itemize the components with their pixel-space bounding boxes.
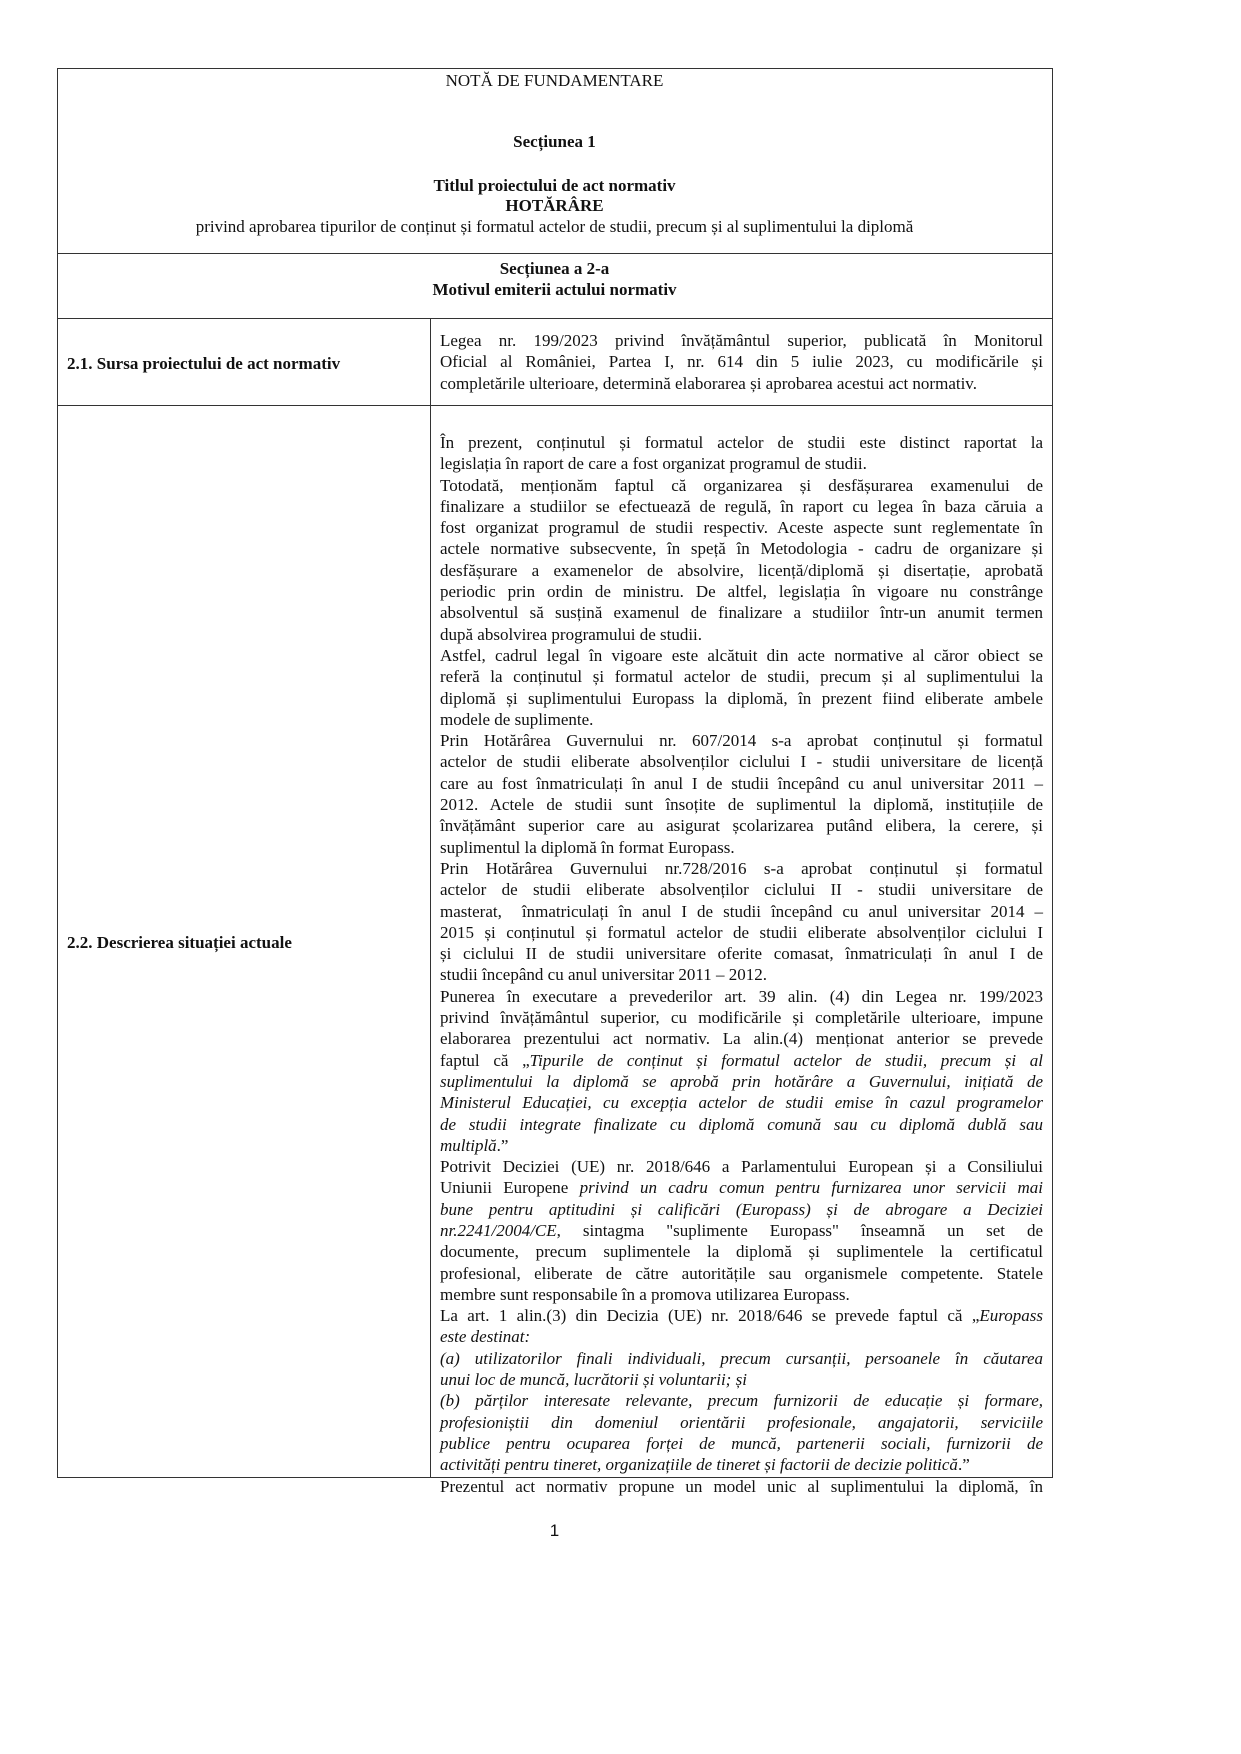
text-line <box>440 1199 1043 1220</box>
text-segment: 2012. Actele de studii sunt însoțite de suplimentul la diplomă, instituțiile de <box>440 795 1043 815</box>
text-segment: membre sunt responsabile în a promova utilizarea Europass. <box>440 1284 850 1304</box>
text-line <box>440 1284 1043 1305</box>
text-segment: .” <box>496 1135 509 1155</box>
text-line <box>440 560 1043 581</box>
italic-text-segment: este destinat: <box>440 1327 531 1347</box>
text-segment: Legea nr. 199/2023 privind învățământul superior, publicată în Monitorul <box>440 331 1043 350</box>
text-segment: elaborarea prezentului act normativ. La alin.(4) menționat anterior se prevede <box>440 1029 1043 1049</box>
italic-text-segment: privind un cadru comun pentru furnizarea unor servicii mai <box>579 1178 1043 1198</box>
text-line <box>440 1326 1043 1347</box>
text-line <box>440 1007 1043 1028</box>
text-line <box>440 1454 1043 1475</box>
text-line <box>440 351 1043 372</box>
text-line <box>440 475 1043 496</box>
project-title-label: Titlul proiectului de act normativ <box>433 176 676 195</box>
text-line <box>440 666 1043 687</box>
text-segment: modele de suplimente. <box>440 709 594 729</box>
text-segment: Prin Hotărârea Guvernului nr. 607/2014 s-a aprobat conținutul și formatul <box>440 731 1043 751</box>
row-divider <box>57 405 1053 406</box>
row-divider <box>57 253 1053 254</box>
column-divider <box>430 318 431 1478</box>
text-segment: actelor de studii eliberate absolvenților ciclului I - studii universitare de licență <box>440 752 1043 772</box>
text-segment: învățământ superior care au asigurat școlarizarea putând elibera, la cerere, și <box>440 816 1043 836</box>
text-segment: profesional, eliberate de către autoritățile sau organismele competente. Statele <box>440 1263 1043 1283</box>
text-segment: diplomă și suplimentului Europass la diplomă, în prezent fiind eliberate ambele <box>440 688 1043 708</box>
text-line <box>440 1135 1043 1156</box>
text-segment: , sintagma "suplimente Europass" înseamnă un set de <box>556 1220 1043 1240</box>
text-segment: Punerea în executare a prevederilor art. 39 alin. (4) din Legea nr. 199/2023 <box>440 986 1043 1006</box>
text-line <box>440 1390 1043 1411</box>
text-segment: studii începând cu anul universitar 2011 – 2012. <box>440 965 768 985</box>
italic-text-segment: Tipurile de conținut și formatul actelor de studii, precum și al <box>529 1050 1044 1070</box>
row-2-2-text <box>440 432 1043 1497</box>
text-segment: care au fost înmatriculați în anul I de studii începând cu anul universitar 2011 – <box>440 773 1043 793</box>
table-border-top <box>57 68 1053 69</box>
section-2-heading: Secțiunea a 2-a <box>499 259 610 278</box>
text-line <box>440 1305 1043 1326</box>
section-2-subtitle: Motivul emiterii actului normativ <box>432 280 677 299</box>
text-line <box>440 773 1043 794</box>
text-line <box>440 496 1043 517</box>
italic-text-segment: Ministerul Educației, cu excepția actelor de studii emise în cazul programelor <box>440 1093 1043 1113</box>
text-line <box>440 1092 1043 1113</box>
italic-text-segment: Europass <box>979 1306 1043 1326</box>
text-segment: .” <box>957 1455 970 1475</box>
text-line <box>440 1412 1043 1433</box>
text-line <box>440 645 1043 666</box>
text-segment: Prezentul act normativ propune un model unic al suplimentului la diplomă, în <box>440 1476 1043 1496</box>
italic-text-segment: publice pentru ocuparea forței de muncă, partenerii sociali, furnizorii de <box>440 1433 1043 1453</box>
text-line <box>440 815 1043 836</box>
row-2-1-label: 2.1. Sursa proiectului de act normativ <box>67 354 341 373</box>
italic-text-segment: suplimentului la diplomă se aprobă prin hotărâre a Guvernului, inițiată de <box>440 1071 1043 1091</box>
text-line <box>440 1114 1043 1135</box>
text-line <box>440 688 1043 709</box>
text-line <box>440 432 1043 453</box>
text-line <box>440 581 1043 602</box>
text-segment: privind învățământul superior, cu modificările și completările ulterioare, impune <box>440 1008 1043 1028</box>
text-line <box>440 943 1043 964</box>
text-line <box>440 1156 1043 1177</box>
text-line <box>440 373 1043 394</box>
text-line <box>440 1348 1043 1369</box>
text-segment: referă la conținutul și formatul actelor de studii, precum și al suplimentului la <box>440 667 1043 687</box>
text-segment: suplimentul la diplomă în format Europass. <box>440 837 735 857</box>
text-segment: și ciclului II de studii universitare oferite comasat, înmatriculați în anul I de <box>440 944 1043 964</box>
text-segment: Potrivit Deciziei (UE) nr. 2018/646 a Parlamentului European și a Consiliului <box>440 1157 1043 1177</box>
italic-text-segment: activități pentru tineret, organizațiile de tineret și factorii de decizie politică <box>440 1455 958 1475</box>
italic-text-segment: de studii integrate finalizate cu diplomă comună sau cu diplomă dublă sau <box>440 1114 1043 1134</box>
text-line <box>440 1220 1043 1241</box>
text-line <box>440 901 1043 922</box>
italic-text-segment: (a) utilizatorilor finali individuali, precum cursanții, persoanele în căutarea <box>440 1348 1043 1368</box>
row-2-2-label: 2.2. Descrierea situației actuale <box>67 933 292 952</box>
italic-text-segment: nr.2241/2004/CE <box>440 1220 557 1240</box>
text-segment: actelor de studii eliberate absolvenților ciclului II - studii universitare de <box>440 880 1043 900</box>
section-1-heading: Secțiunea 1 <box>513 132 596 151</box>
text-line <box>440 730 1043 751</box>
text-segment: legislația în raport de care a fost organizat programul de studii. <box>440 454 867 474</box>
text-segment: Uniunii Europene <box>440 1178 580 1198</box>
row-2-1-text <box>440 330 1043 394</box>
text-segment: fost organizat programul de studii respectiv. Aceste aspecte sunt reglementate în <box>440 518 1043 538</box>
italic-text-segment: bune pentru aptitudini și calificări (Europass) și de abrogare a Deciziei <box>440 1199 1043 1219</box>
text-segment: finalizare a studiilor se efectuează de regulă, în raport cu legea în baza căruia a <box>440 496 1043 516</box>
text-segment: 2015 și conținutul și formatul actelor de studii eliberate absolvenților ciclului I <box>440 922 1043 942</box>
italic-text-segment: profesioniștii din domeniul orientării profesionale, angajatorii, serviciile <box>440 1412 1043 1432</box>
table-border-right <box>1052 68 1053 1478</box>
text-line <box>440 1369 1043 1390</box>
text-segment: faptul că „ <box>440 1050 530 1070</box>
text-segment: actele normative subsecvente, în speță în Metodologia - cadru de organizare și <box>440 539 1043 559</box>
text-line <box>440 858 1043 879</box>
text-segment: documente, precum suplimentele la diplomă și suplimentele la certificatul <box>440 1242 1043 1262</box>
text-line <box>440 1241 1043 1262</box>
text-line <box>440 1263 1043 1284</box>
text-segment: după absolvirea programului de studii. <box>440 624 703 644</box>
text-line <box>440 1177 1043 1198</box>
text-line <box>440 837 1043 858</box>
text-line <box>440 538 1043 559</box>
act-subject: privind aprobarea tipurilor de conținut și formatul actelor de studii, precum și al suplimentului la diplomă <box>195 217 914 236</box>
act-type: HOTĂRÂRE <box>505 196 604 215</box>
italic-text-segment: multiplă <box>440 1135 497 1155</box>
text-line <box>440 1476 1043 1497</box>
text-line <box>440 922 1043 943</box>
text-segment: Oficial al României, Partea I, nr. 614 din 5 iulie 2023, cu modificările și <box>440 352 1043 372</box>
text-line <box>440 517 1043 538</box>
text-segment: Prin Hotărârea Guvernului nr.728/2016 s-a aprobat conținutul și formatul <box>440 858 1043 878</box>
italic-text-segment: unui loc de muncă, lucrătorii și voluntarii; și <box>440 1370 747 1390</box>
text-line <box>440 453 1043 474</box>
text-line <box>440 879 1043 900</box>
text-segment: masterat, înmatriculați în anul I de studii începând cu anul universitar 2014 – <box>440 901 1043 921</box>
text-segment: periodic prin ordin de ministru. De altfel, legislația în vigoare nu constrânge <box>440 582 1043 602</box>
text-line <box>440 1050 1043 1071</box>
text-line <box>440 1433 1043 1454</box>
text-line <box>440 602 1043 623</box>
row-divider <box>57 318 1053 319</box>
text-segment: desfășurare a examenelor de absolvire, licență/diplomă și disertație, aprobată <box>440 560 1043 580</box>
text-line <box>440 751 1043 772</box>
text-segment: completările ulterioare, determină elaborarea și aprobarea acestui act normativ. <box>440 373 977 393</box>
text-line <box>440 1071 1043 1092</box>
text-line <box>440 794 1043 815</box>
text-segment: La art. 1 alin.(3) din Decizia (UE) nr. 2018/646 se prevede faptul că „ <box>440 1306 980 1326</box>
text-segment: absolventul să susțină examenul de finalizare a studiilor într-un anumit termen <box>440 603 1043 623</box>
page-number: 1 <box>549 1521 560 1540</box>
text-line <box>440 964 1043 985</box>
text-line <box>440 1028 1043 1049</box>
text-line <box>440 986 1043 1007</box>
text-line <box>440 709 1043 730</box>
text-segment: Totodată, menționăm faptul că organizarea și desfășurarea examenului de <box>440 475 1043 495</box>
text-segment: În prezent, conținutul și formatul actelor de studii este distinct raportat la <box>440 433 1043 452</box>
text-line <box>440 624 1043 645</box>
italic-text-segment: (b) părților interesate relevante, precum furnizorii de educație și formare, <box>440 1391 1043 1411</box>
text-segment: Astfel, cadrul legal în vigoare este alcătuit din acte normative al căror obiect se <box>440 645 1043 665</box>
text-line <box>440 330 1043 351</box>
document-title: NOTĂ DE FUNDAMENTARE <box>445 71 664 90</box>
